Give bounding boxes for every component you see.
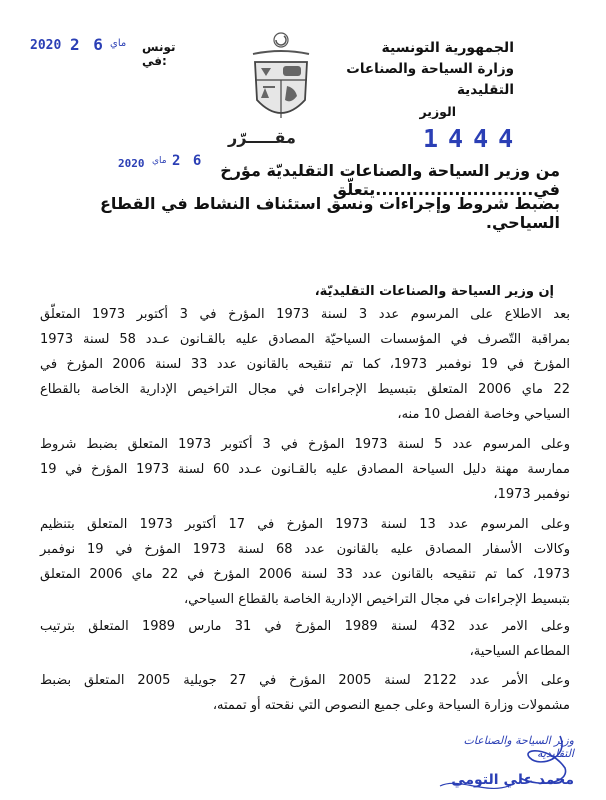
preamble: إن وزير السياحة والصناعات التقليديّة، [314, 284, 554, 299]
title-date-day: 2 6 [172, 153, 204, 169]
decree-word: مقـــــرّر [228, 128, 296, 147]
decree-title-line2: بضبط شروط وإجراءات ونسق استئناف النشاط في القطاع السياحي. [99, 194, 560, 232]
paragraph-5 [40, 668, 570, 718]
date-year: 2020 [30, 38, 62, 53]
paragraph-2 [40, 432, 570, 507]
paragraph-line: مشمولات وزارة السياحة وعلى جميع النصوص التي نقحته أو تممته، [212, 698, 570, 713]
decree-title-line1: من وزير السياحة والصناعات التقليديّة مؤرخ في..........................يتعلّق [220, 161, 560, 199]
paragraph-line: 1973، كما تم تنقيحه بالقانون عدد 33 لسنة 2006 المؤرخ في 22 ماي 2006 المتعلق [40, 567, 571, 582]
paragraph-1 [40, 302, 570, 427]
paragraph-line: وعلى الأمر عدد 2122 لسنة 2005 المؤرخ في 27 جويلية 2005 المتعلق بضبط [40, 673, 571, 688]
paragraph-line: وكالات الأسفار المصادق عليه بالقانون عدد 68 لسنة 1973 المؤرخ في 19 نوفمبر [40, 542, 571, 557]
paragraph-line: وعلى الامر عدد 432 لسنة 1989 المؤرخ في 31 مارس 1989 المتعلق بترتيب [40, 619, 570, 634]
paragraph-line: 22 ماي 2006 المتعلق بتبسيط الإجراءات في مجال التراخيص الإدارية الخاصة بالقطاع [40, 382, 571, 397]
paragraph-line: بعد الاطلاع على المرسوم عدد 3 لسنة 1973 المؤرخ في 3 أكتوبر 1973 المتعلّق [40, 307, 570, 322]
place-label: تونس في: [142, 40, 176, 68]
signature-name: محمد علي التومي [451, 772, 574, 788]
paragraph-line: نوفمبر 1973، [493, 487, 570, 502]
place-date-line [30, 35, 190, 68]
date-month: ماي [110, 38, 127, 49]
paragraph-line: ممارسة مهنة دليل السياحة المصادق عليه بالقـانون عـدد 60 لسنة 1973 المؤرخ في 19 [40, 462, 570, 477]
paragraph-line: بتبسيط الإجراءات في مجال التراخيص الإدارية الخاصة بالقطاع السياحي، [183, 592, 570, 607]
paragraph-3 [40, 512, 570, 612]
date-day: 2 6 [70, 35, 105, 54]
signature-scribble-icon [420, 728, 580, 800]
paragraph-line: بمراقبة التّصرف في المؤسسات السياحيّة المصادق عليه بالقـانون عـدد 58 لسنة 1973 [40, 332, 570, 347]
title-date-year: 2020 [118, 157, 145, 170]
paragraph-line: المؤرخ في 19 نوفمبر 1973، كما تم تنقيحه بالقانون عدد 33 لسنة 2006 المؤرخ في [40, 357, 570, 372]
decree-number: 1444 [423, 124, 524, 153]
letterhead [314, 38, 514, 122]
paragraph-line: وعلى المرسوم عدد 13 لسنة 1973 المؤرخ في 17 أكتوبر 1973 المتعلق بتنظيم [40, 517, 570, 532]
ministry-name: وزارة السياحة والصناعات التقليدية [346, 61, 514, 98]
paragraph-line: السياحي وخاصة الفصل 10 منه، [397, 407, 570, 422]
tunisia-coat-of-arms-emblem [247, 30, 315, 130]
signature-title: وزير السياحة والصناعات التقليدية [463, 734, 574, 760]
minister-role: الوزير [419, 104, 456, 119]
republic-name: الجمهورية التونسية [381, 40, 514, 56]
paragraph-line: وعلى المرسوم عدد 5 لسنة 1973 المؤرخ في 3 أكتوبر 1973 المتعلق بضبط شروط [40, 437, 570, 452]
paragraph-4 [40, 614, 570, 664]
minister-signature [420, 728, 580, 800]
title-date-month: ماي [152, 156, 167, 166]
paragraph-line: المطاعم السياحية، [469, 644, 570, 659]
